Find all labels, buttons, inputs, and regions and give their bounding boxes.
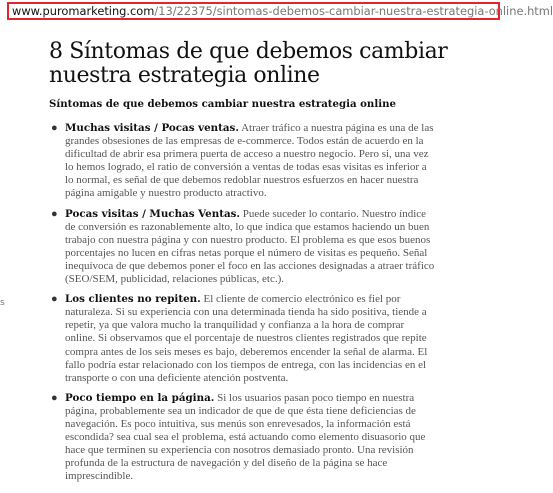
- list-item: [51, 207, 437, 287]
- bullet-icon: ●: [51, 207, 58, 220]
- address-path: /13/22375/sintomas-debemos-cambiar-nuestra-estrategia-online.html: [154, 4, 553, 18]
- item-lead: Los clientes no repiten.: [65, 293, 201, 306]
- bullet-icon: ●: [51, 293, 58, 306]
- list-item: [51, 391, 437, 484]
- bullet-icon: ●: [51, 122, 58, 134]
- bullet-icon: ●: [51, 391, 58, 404]
- page-title: 8 Síntomas de que debemos cambiar nuestra estrategia online: [49, 39, 448, 88]
- item-lead: Muchas visitas / Pocas ventas.: [65, 122, 239, 134]
- item-lead: Poco tiempo en la página.: [65, 391, 215, 404]
- address-host: www.puromarketing.com: [12, 4, 155, 18]
- item-lead: Pocas visitas / Muchas Ventas.: [65, 207, 241, 220]
- symptom-list: [51, 122, 437, 490]
- edge-text: s: [0, 298, 5, 308]
- list-item: [51, 122, 437, 201]
- list-item: [51, 293, 437, 385]
- item-text: Puede suceder lo contario. Nuestro índice de conversión es razonablemente alto, lo que indica que estamos haciendo un buen trabajo con nuestra página y con nuestro producto. El problema es que esos buenos porcentajes no lucen en cifras netas porque el número de visitas es pequeño. Señal inequívoca de que debemos poner el foco en las acciones designadas a atraer tráfico (SEO/SEM, publicidad, relaciones públicas, etc.).: [65, 207, 435, 286]
- item-text: Atraer tráfico a nuestra página es una de las grandes obsesiones de las empresas de e-commerce. Todos están de acuerdo en la dificultad de abrir esa primera puerta de acceso a nuestro negocio. Pero si, una vez lo hemos logrado, el ratio de conversión a ventas de todas esas visitas es inferior a lo normal, es señal de que debemos redoblar nuestros esfuerzos en hacer nuestra página amigable y nuestro producto atractivo.: [65, 122, 434, 200]
- item-text: Si los usuarios pasan poco tiempo en nuestra página, probablemente sea un indicador de que de que ésta tiene deficiencias de navegación. Es poco intuitiva, sus menús son enrevesados, la información está escondida? sea cual sea el problema, está actuando como elemento disuasorio que hace que terminen su experiencia con nosotros demasiado pronto. Una revisión profunda de la estructura de navegación y del diseño de la página se hace imprescindible.: [65, 391, 426, 483]
- article-subtitle: Síntomas de que debemos cambiar nuestra estrategia online: [49, 98, 396, 110]
- item-text: El cliente de comercio electrónico es fiel por naturaleza. Si su experiencia con una determinada tienda ha sido positiva, tiende a repetir, ya que valora mucho la tranquilidad y confianza a la hora de comprar online. Si observamos que el porcentaje de nuestros clientes registrados que repite compra antes de los seis meses es bajo, deberemos encender la señal de alarma. El fallo podría estar relacionado con los tiempos de entrega, con las incidencias en el transporte o con una deficiente atención postventa.: [65, 293, 428, 384]
- address-bar[interactable]: [7, 2, 553, 20]
